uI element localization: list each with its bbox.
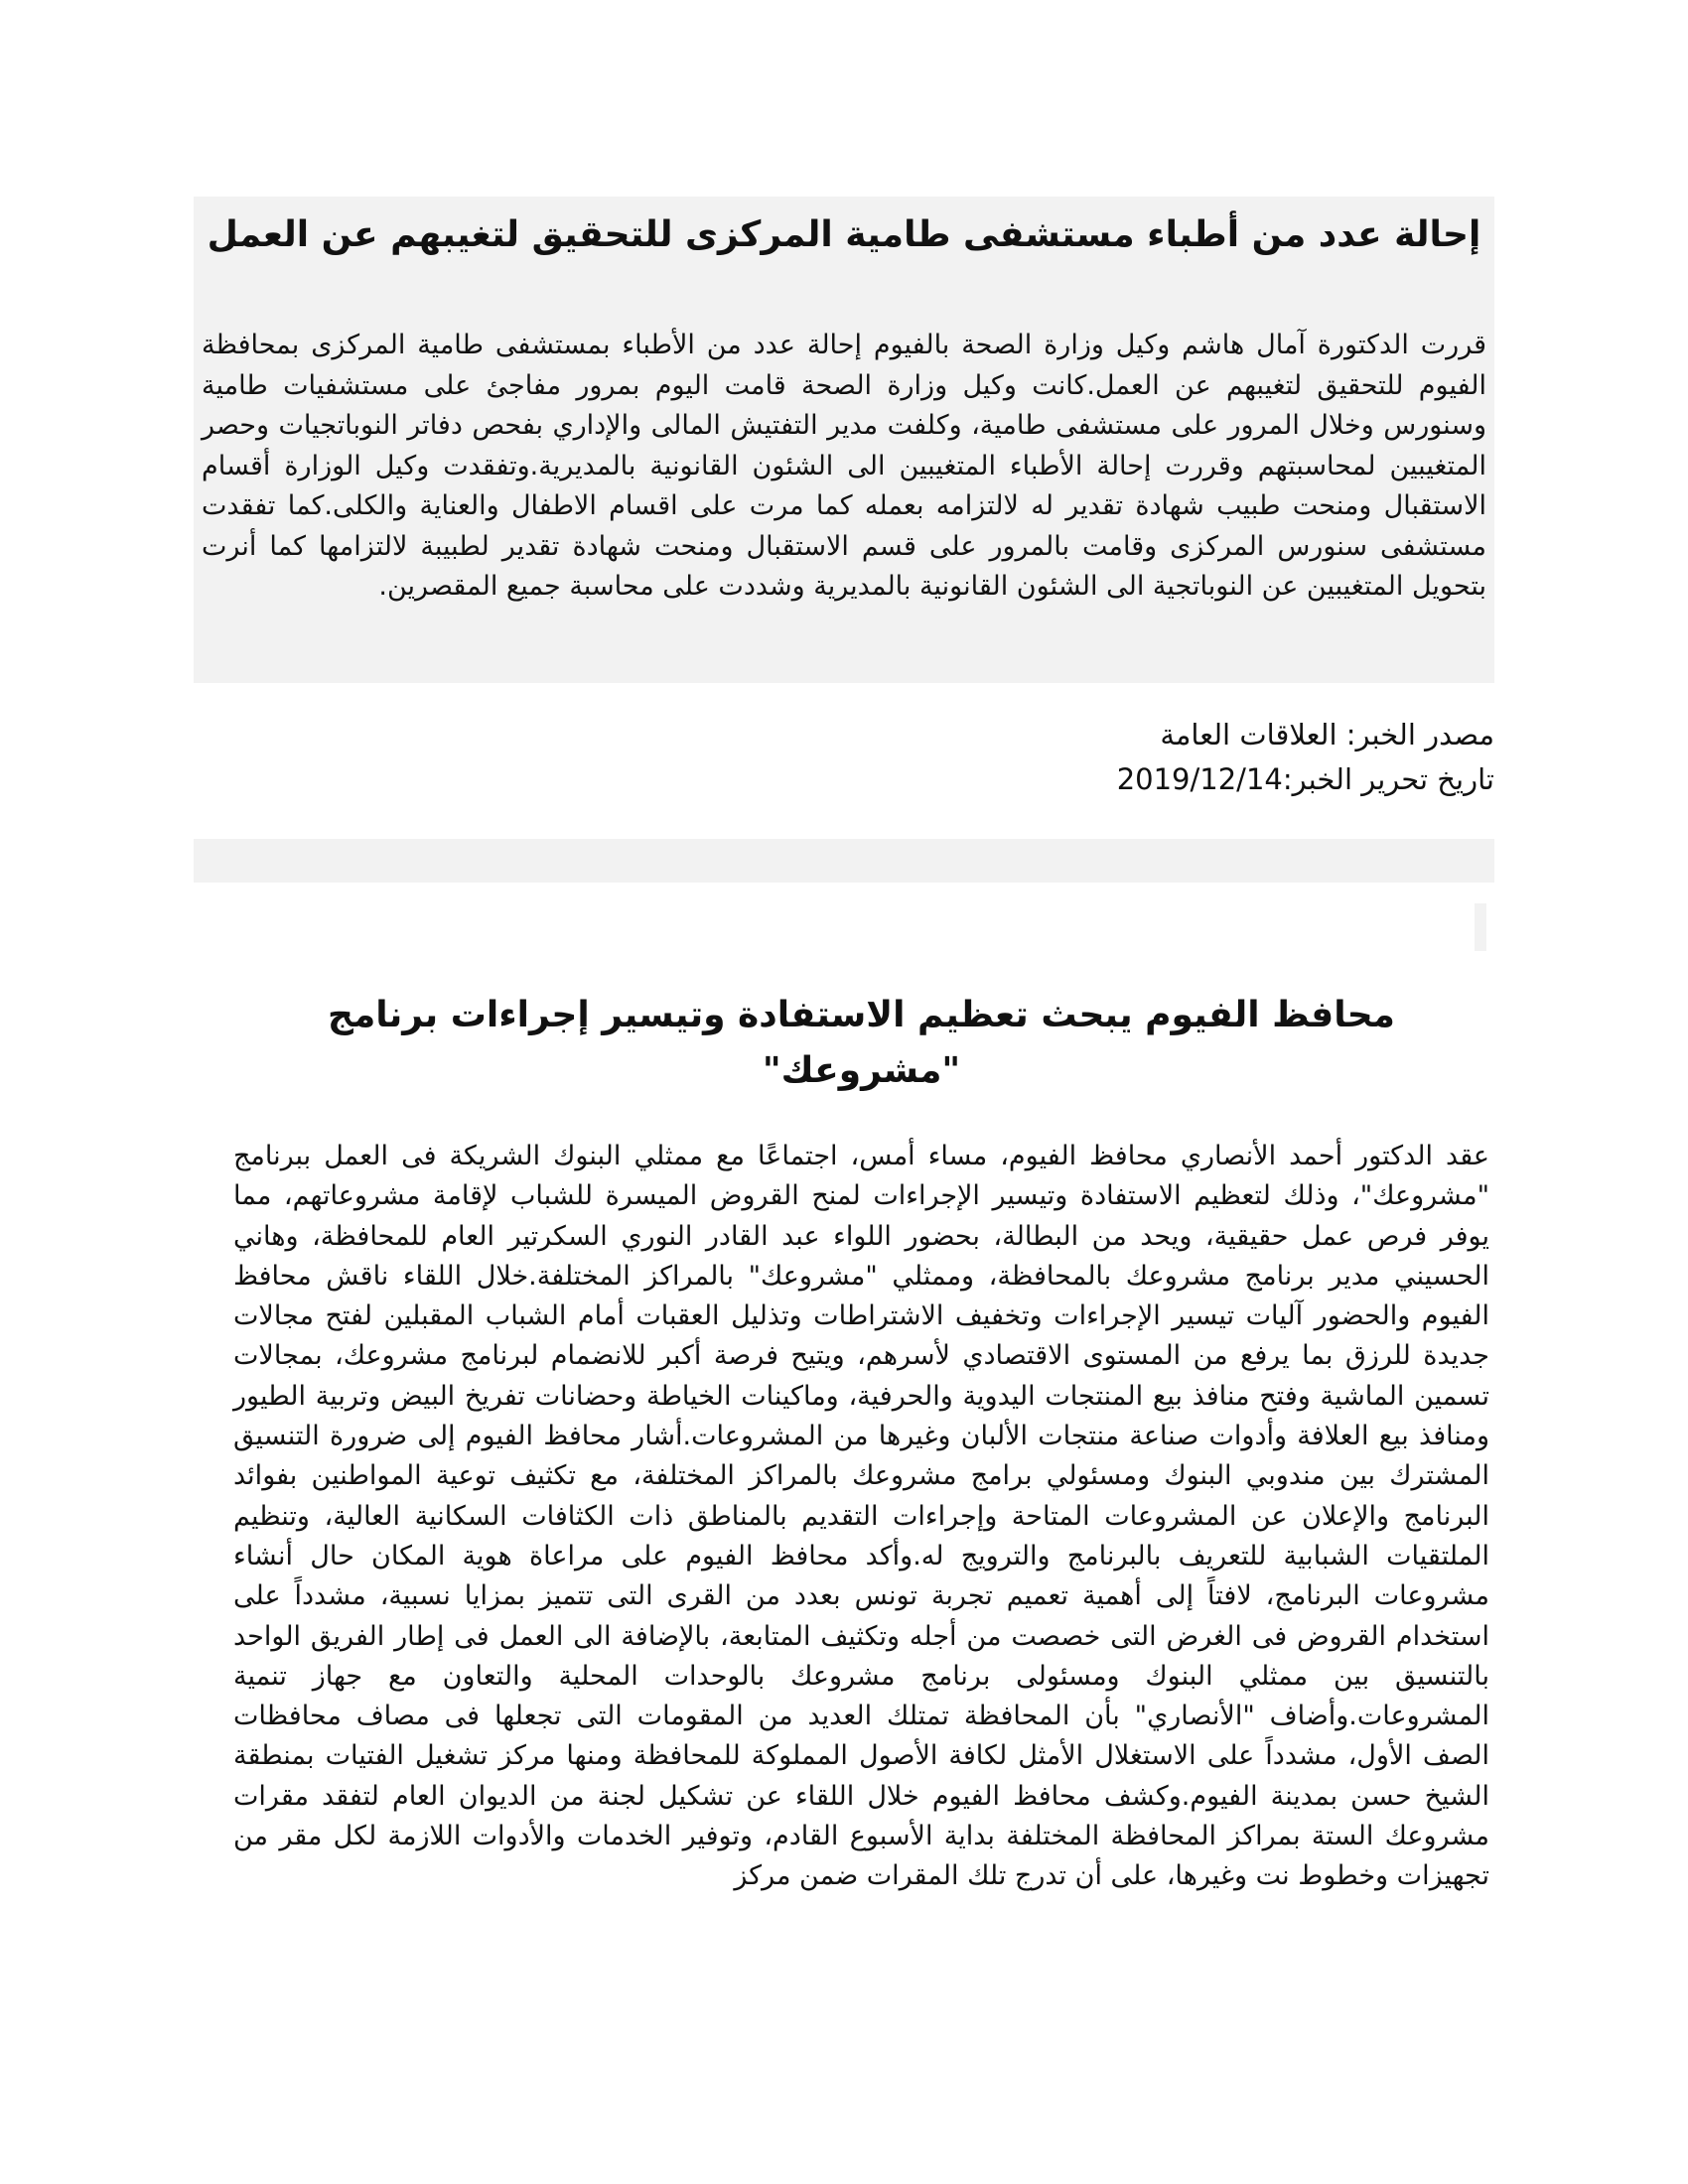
news-source: مصدر الخبر: العلاقات العامة — [1160, 718, 1494, 751]
article-1-meta — [601, 713, 1494, 802]
article-2-body: عقد الدكتور أحمد الأنصاري محافظ الفيوم، مساء أمس، اجتماعًا مع ممثلي البنوك الشريكة فى العمل ببرنامج "مشروعك"، وذلك لتعظيم الاستفادة وتيسير الإجراءات لمنح القروض الميسرة للشباب لإقامة مشروعاتهم، مما يوفر فرص عمل حقيقية، ويحد من البطالة، بحضور اللواء عبد القادر النوري السكرتير العام للمحافظة، وهاني الحسيني مدير برنامج مشروعك بالمحافظة، وممثلي "مشروعك" بالمراكز المختلفة.خلال اللقاء ناقش محافظ الفيوم والحضور آليات تيسير الإجراءات وتخفيف الاشتراطات وتذليل العقبات أمام الشباب المقبلين لفتح مجالات جديدة للرزق بما يرفع من المستوى الاقتصادي لأسرهم، ويتيح فرصة أكبر للانضمام لبرنامج مشروعك، بمجالات تسمين الماشية وفتح منافذ بيع المنتجات اليدوية والحرفية، وماكينات الخياطة وحضانات تفريخ البيض وتربية الطيور ومنافذ بيع العلافة وأدوات صناعة منتجات الألبان وغيرها من المشروعات.أشار محافظ الفيوم إلى ضرورة التنسيق المشترك بين مندوبي البنوك ومسئولي برامج مشروعك بالمراكز المختلفة، مع تكثيف توعية المواطنين بفوائد البرنامج والإعلان عن المشروعات المتاحة وإجراءات التقديم بالمناطق ذات الكثافات السكانية العالية، وتنظيم الملتقيات الشبابية للتعريف بالبرنامج والترويج له.وأكد محافظ الفيوم على مراعاة هوية المكان حال أنشاء مشروعات البرنامج، لافتاً إلى أهمية تعميم تجربة تونس بعدد من القرى التى تتميز بمزايا نسبية، مشدداً على استخدام القروض فى الغرض التى خصصت من أجله وتكثيف المتابعة، بالإضافة الى العمل فى إطار الفريق الواحد بالتنسيق بين ممثلي البنوك ومسئولى برنامج مشروعك بالوحدات المحلية والتعاون مع جهاز تنمية المشروعات.وأضاف "الأنصاري" بأن المحافظة تمتلك العديد من المقومات التى تجعلها فى مصاف محافظات الصف الأول، مشدداً على الاستغلال الأمثل لكافة الأصول المملوكة للمحافظة ومنها مركز تشغيل الفتيات بمنطقة الشيخ حسن بمدينة الفيوم.وكشف محافظ الفيوم خلال اللقاء عن تشكيل لجنة من الديوان العام لتفقد مقرات مشروعك الستة بمراكز المحافظة المختلفة بداية الأسبوع القادم، وتوفير الخدمات والأدوات اللازمة لكل مقر من تجهيزات وخطوط نت وغيرها، على أن تدرج تلك المقرات ضمن مركز — [233, 1141, 1489, 1892]
news-article-2 — [233, 988, 1489, 1924]
article-1-body: قررت الدكتورة آمال هاشم وكيل وزارة الصحة بالفيوم إحالة عدد من الأطباء بمستشفى طامية المركزى بمحافظة الفيوم للتحقيق لتغيبهم عن العمل.كانت وكيل وزارة الصحة قامت اليوم بمرور مفاجئ على مستشفيات طامية وسنورس وخلال المرور على مستشفى طامية، وكلفت مدير التفتيش المالى والإداري بفحص دفاتر النوباتجيات وحصر المتغيبين لمحاسبتهم وقررت إحالة الأطباء المتغيبين الى الشئون القانونية بالمديرية.وتفقدت وكيل الوزارة أقسام الاستقبال ومنحت طبيب شهادة تقدير له لالتزامه بعمله كما مرت على اقسام الاطفال والعناية والكلى.كما تفقدت مستشفى سنورس المركزى وقامت بالمرور على قسم الاستقبال ومنحت شهادة تقدير لطبيبة لالتزامها كما أنرت بتحويل المتغيبين عن النوباتجية الى الشئون القانونية بالمديرية وشددت على محاسبة جميع المقصرين. — [202, 330, 1486, 602]
article-2-title: محافظ الفيوم يبحث تعظيم الاستفادة وتيسير إجراءات برنامج "مشروعك" — [328, 995, 1395, 1091]
article-1-title: إحالة عدد من أطباء مستشفى طامية المركزى للتحقيق لتغيبهم عن العمل — [207, 214, 1481, 255]
news-date: تاريخ تحرير الخبر:2019/12/14 — [1116, 762, 1494, 796]
separator-band — [194, 839, 1494, 883]
separator-mark — [1475, 903, 1486, 951]
news-article-1 — [194, 197, 1494, 683]
